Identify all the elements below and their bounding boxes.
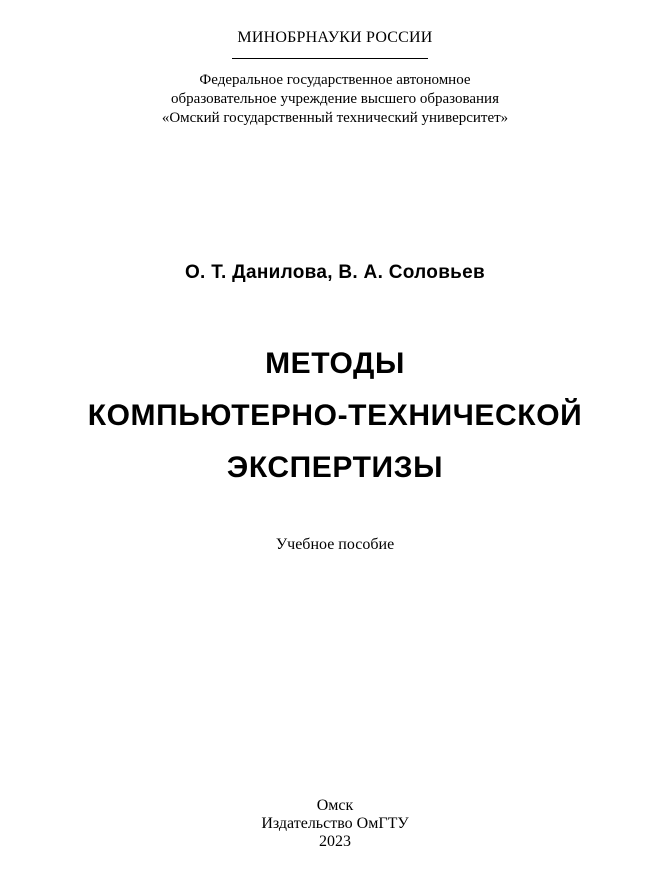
imprint-city: Омск bbox=[316, 797, 354, 814]
title-line: ЭКСПЕРТИЗЫ bbox=[226, 451, 444, 484]
book-title bbox=[0, 338, 670, 494]
authors: О. Т. Данилова, В. А. Соловьев bbox=[184, 262, 486, 283]
imprint-publisher: Издательство ОмГТУ bbox=[261, 815, 409, 832]
institution-line: Федеральное государственное автономное bbox=[199, 72, 471, 88]
institution-line: образовательное учреждение высшего образования bbox=[171, 91, 499, 107]
imprint-block bbox=[0, 797, 670, 851]
institution-line: «Омский государственный технический университет» bbox=[161, 110, 509, 126]
imprint-year: 2023 bbox=[319, 833, 351, 850]
ministry-name: МИНОБРНАУКИ РОССИИ bbox=[237, 29, 433, 46]
title-line: КОМПЬЮТЕРНО-ТЕХНИЧЕСКОЙ bbox=[87, 399, 583, 432]
ministry-underline bbox=[232, 58, 428, 59]
title-line: МЕТОДЫ bbox=[265, 347, 405, 380]
document-type: Учебное пособие bbox=[275, 536, 395, 553]
institution-block bbox=[0, 71, 670, 128]
